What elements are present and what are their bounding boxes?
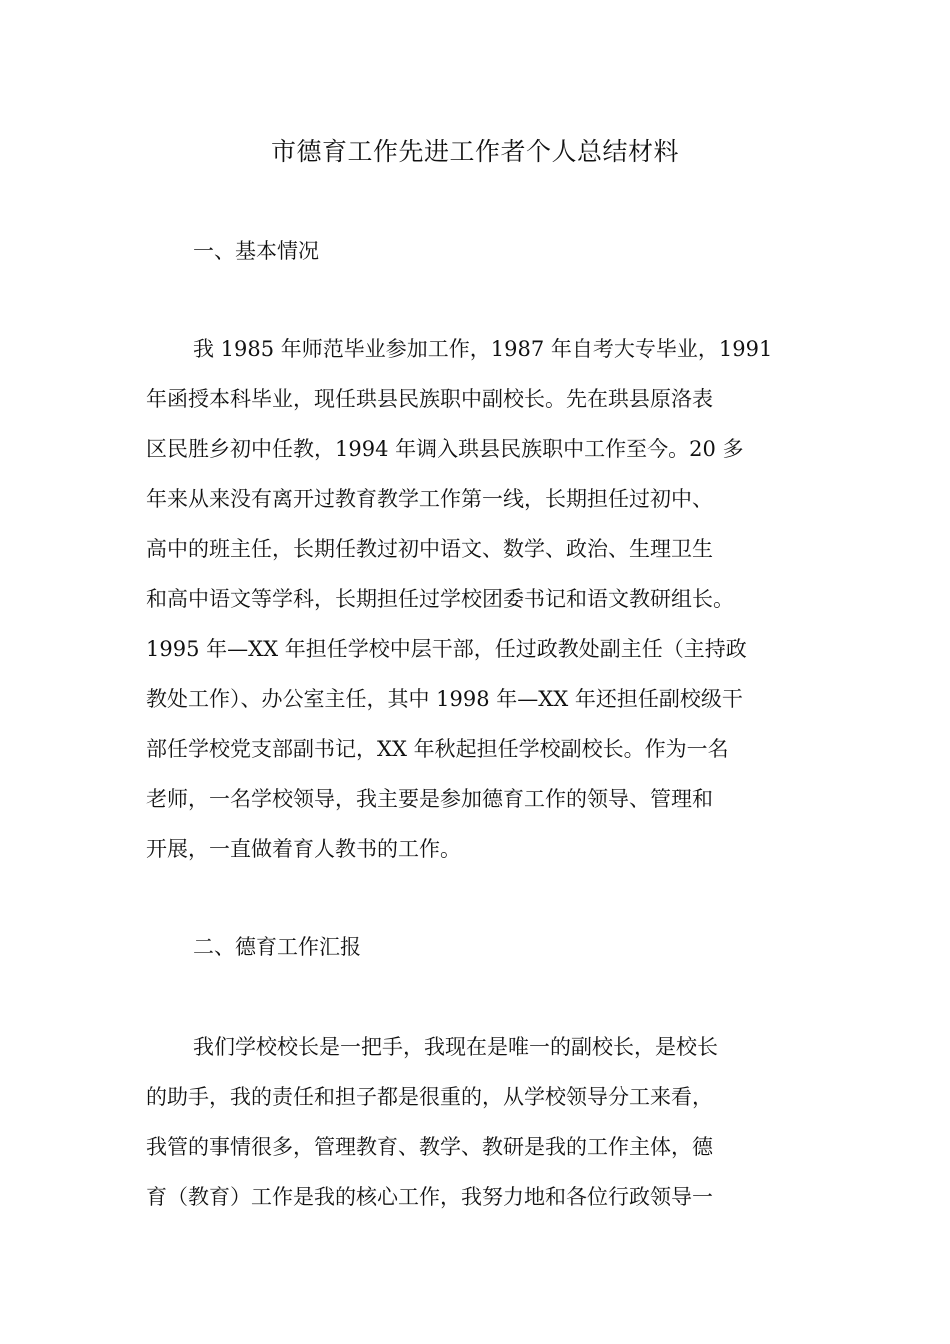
paragraph-line: 育（教育）工作是我的核心工作，我努力地和各位行政领导一 xyxy=(146,1185,713,1209)
paragraph-line: 年来从来没有离开过教育教学工作第一线，长期担任过初中、 xyxy=(146,487,713,511)
paragraph-line: 的助手，我的责任和担子都是很重的，从学校领导分工来看， xyxy=(146,1085,713,1109)
paragraph-line: 和高中语文等学科，长期担任过学校团委书记和语文教研组长。 xyxy=(146,587,734,611)
paragraph-line: 1995 年—XX 年担任学校中层干部，任过政教处副主任（主持政 xyxy=(146,637,747,661)
paragraph-line: 我 1985 年师范毕业参加工作，1987 年自考大专毕业，1991 xyxy=(193,337,773,361)
document-title: 市德育工作先进工作者个人总结材料 xyxy=(270,137,679,166)
paragraph-basic-info xyxy=(146,324,826,874)
paragraph-line: 老师，一名学校领导，我主要是参加德育工作的领导、管理和 xyxy=(146,787,713,811)
paragraph-line: 我管的事情很多，管理教育、教学、教研是我的工作主体，德 xyxy=(146,1135,713,1159)
paragraph-line: 部任学校党支部副书记，XX 年秋起担任学校副校长。作为一名 xyxy=(146,737,729,761)
section-heading-moral-education-report: 二、德育工作汇报 xyxy=(193,935,361,959)
paragraph-line: 教处工作）、办公室主任，其中 1998 年—XX 年还担任副校级干 xyxy=(146,687,743,711)
paragraph-line: 开展，一直做着育人教书的工作。 xyxy=(146,837,461,861)
paragraph-line: 高中的班主任，长期任教过初中语文、数学、政治、生理卫生 xyxy=(146,537,713,561)
paragraph-line: 我们学校校长是一把手，我现在是唯一的副校长，是校长 xyxy=(193,1035,718,1059)
paragraph-moral-education-report xyxy=(146,1022,826,1222)
section-heading-basic-info: 一、基本情况 xyxy=(193,239,319,263)
paragraph-line: 区民胜乡初中任教，1994 年调入珙县民族职中工作至今。20 多 xyxy=(146,437,744,461)
paragraph-line: 年函授本科毕业，现任珙县民族职中副校长。先在珙县原洛表 xyxy=(146,387,713,411)
